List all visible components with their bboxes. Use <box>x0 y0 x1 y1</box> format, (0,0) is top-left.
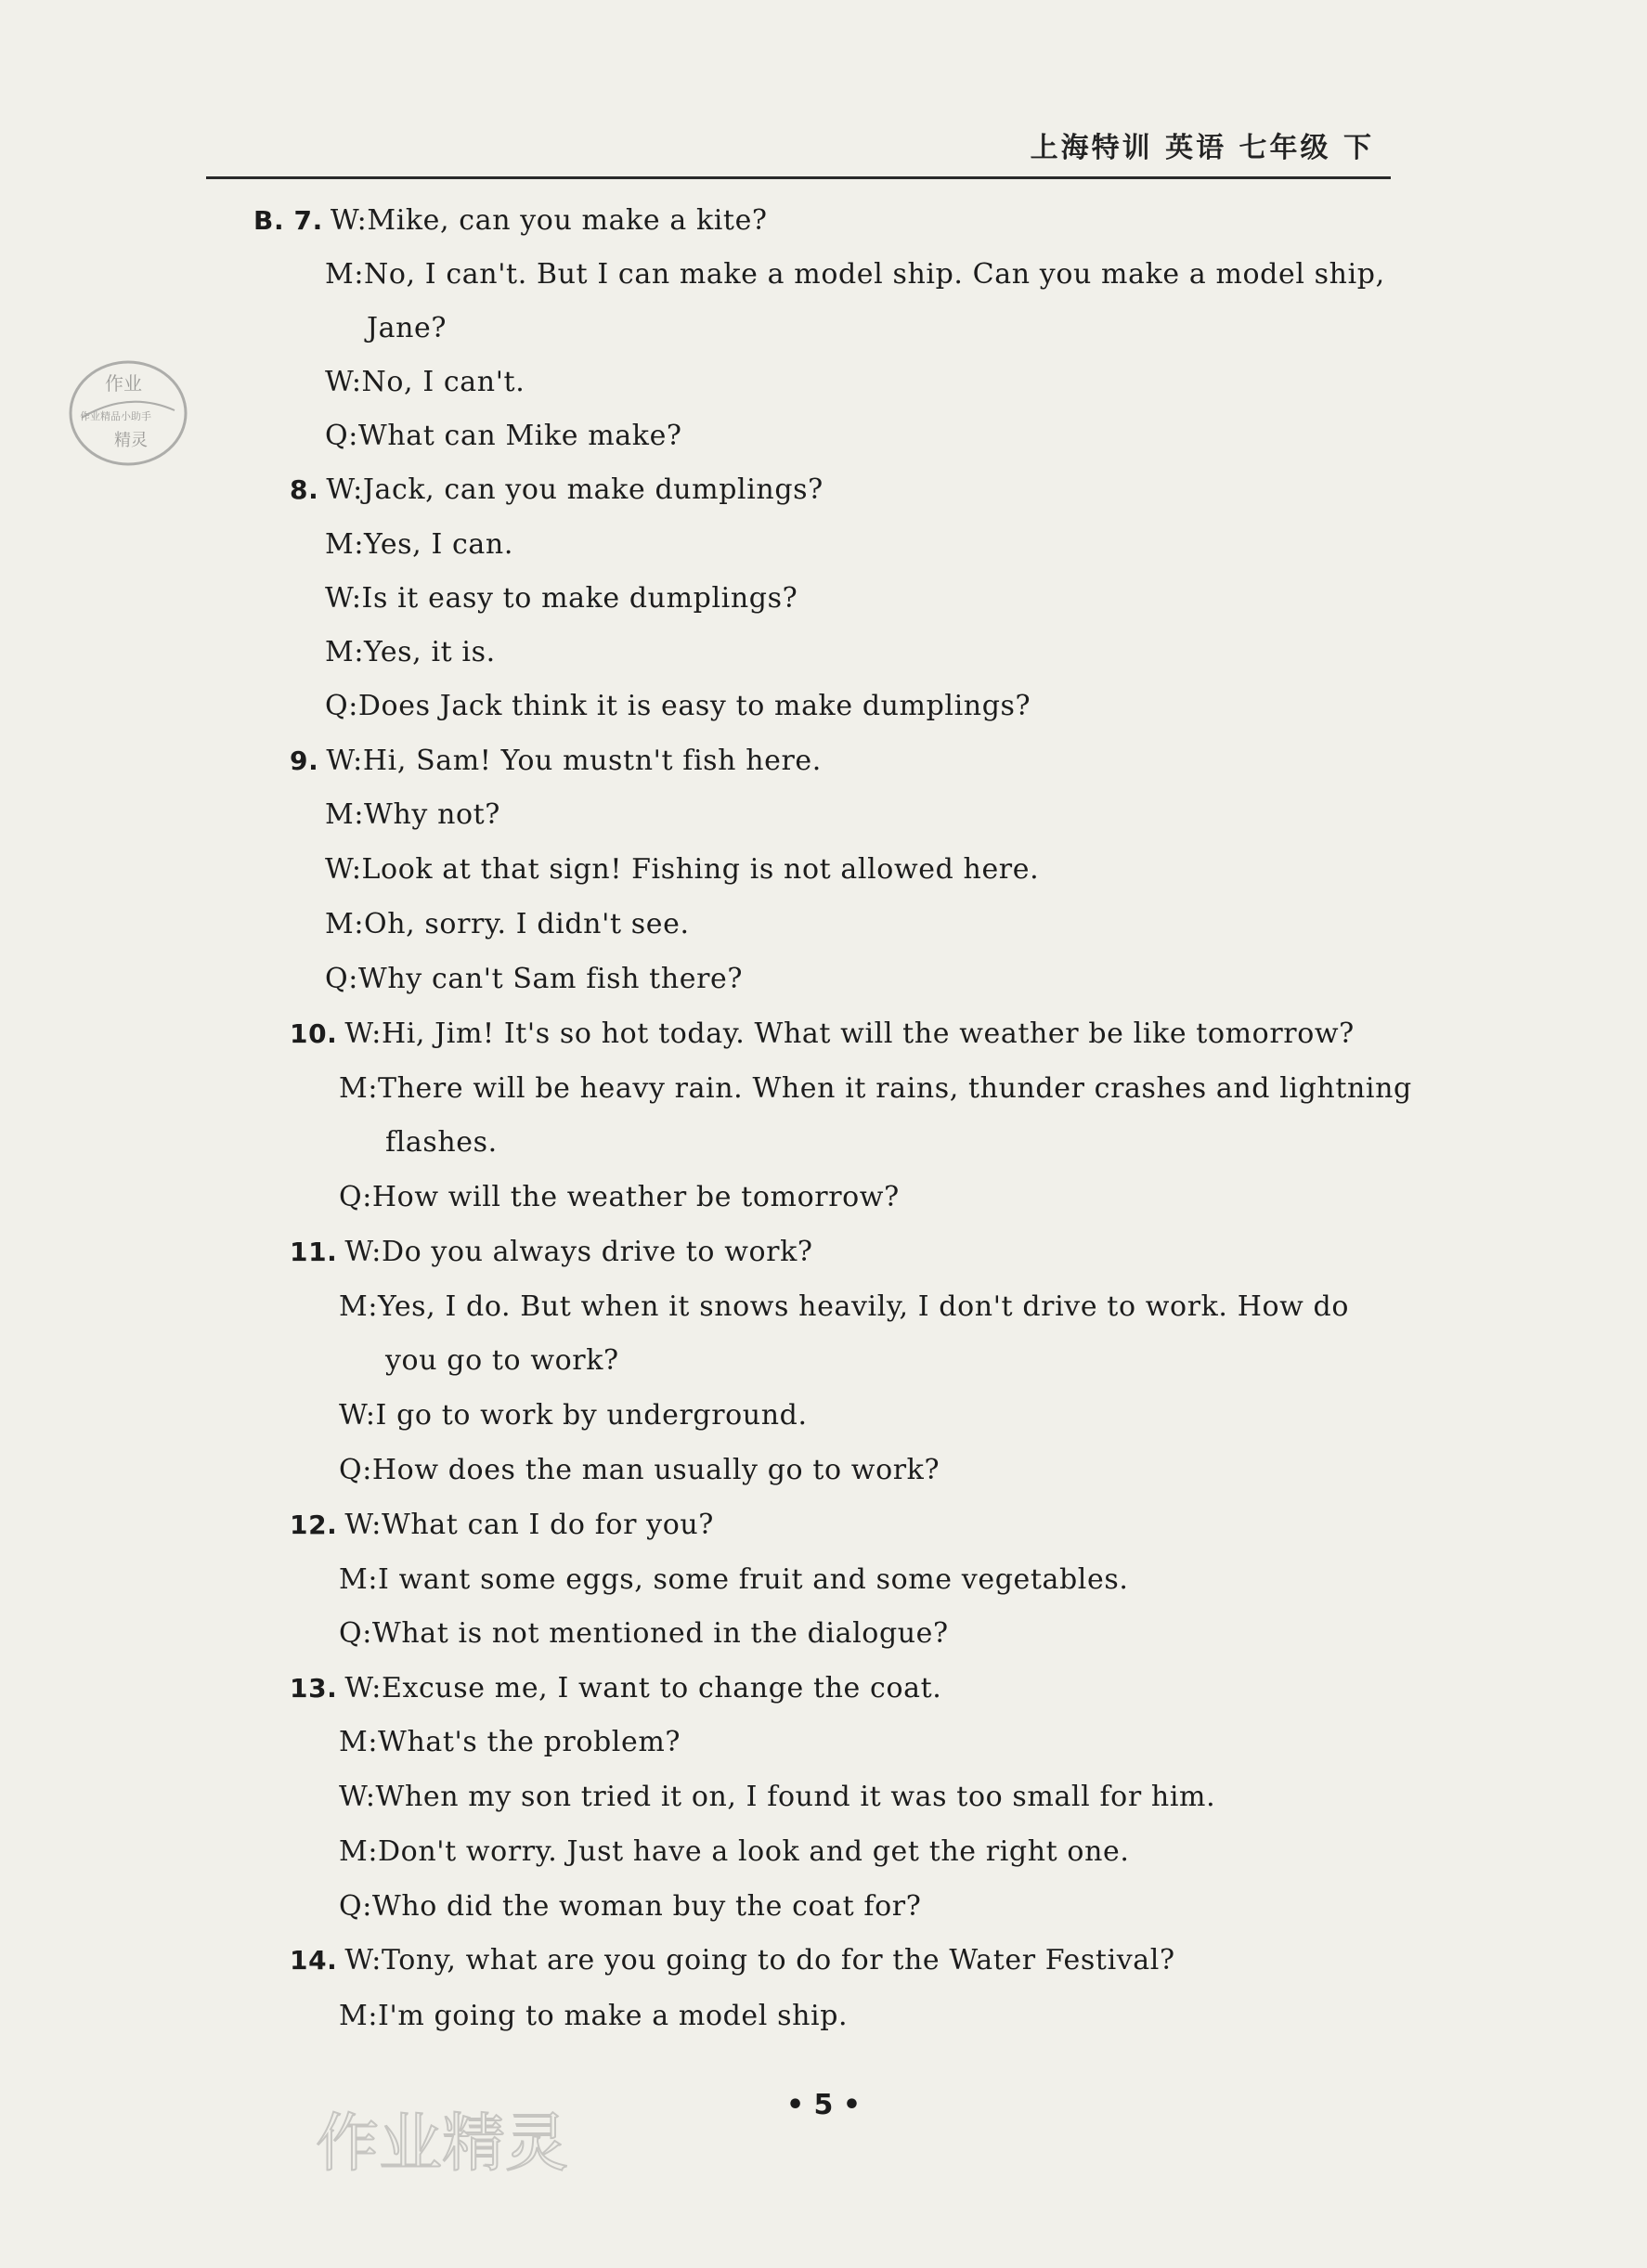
dialogue-line <box>339 1289 1349 1326</box>
dialogue-line <box>325 797 500 834</box>
dialogue-line <box>385 1342 619 1380</box>
question-number: 8. <box>290 474 319 505</box>
dialogue-text: M:There will be heavy rain. When it rains, thunder crashes and lightning <box>339 1072 1412 1105</box>
dialogue-line <box>290 1670 941 1707</box>
dialogue-line <box>325 256 1385 293</box>
page-header <box>206 119 1391 179</box>
dialogue-line <box>290 743 822 780</box>
dialogue-text: M:Yes, it is. <box>325 636 496 668</box>
dialogue-text: M:Yes, I can. <box>325 528 513 561</box>
dialogue-line <box>339 1070 1412 1108</box>
dialogue-line <box>325 418 682 455</box>
dialogue-line <box>339 1779 1215 1816</box>
dialogue-text: W:Is it easy to make dumplings? <box>325 582 798 615</box>
question-number: 10. <box>290 1018 338 1049</box>
dialogue-line <box>339 1452 940 1489</box>
dialogue-text: M:Oh, sorry. I didn't see. <box>325 908 690 940</box>
stamp-text-2: 作业精品小助手 <box>80 410 151 422</box>
dialogue-text: M:No, I can't. But I can make a model ship. Can you make a model ship, <box>325 258 1385 291</box>
dialogue-text: W:I go to work by underground. <box>339 1399 808 1432</box>
dialogue-text: M:I'm going to make a model ship. <box>339 2000 849 2032</box>
question-number: B. 7. <box>253 205 323 236</box>
question-number: 13. <box>290 1673 338 1704</box>
dialogue-text: Q:Does Jack think it is easy to make dumplings? <box>325 690 1031 722</box>
dialogue-line <box>339 1397 808 1434</box>
dialogue-line <box>325 688 1031 725</box>
dialogue-line <box>325 634 496 671</box>
dialogue-line <box>290 472 824 509</box>
dialogue-text: Q:How will the weather be tomorrow? <box>339 1181 900 1213</box>
dialogue-text: Q:What can Mike make? <box>325 420 682 452</box>
dialogue-line <box>339 1888 921 1925</box>
dialogue-line <box>339 1998 848 2035</box>
watermark-logo <box>316 2098 613 2182</box>
dialogue-text: W:What can I do for you? <box>344 1509 714 1541</box>
dialogue-line <box>253 202 768 240</box>
dialogue-text: Q:Who did the woman buy the coat for? <box>339 1890 922 1923</box>
dialogue-line <box>325 526 513 564</box>
dialogue-text: W:Mike, can you make a kite? <box>330 204 768 237</box>
dialogue-line <box>339 1724 681 1761</box>
question-number: 11. <box>290 1237 338 1267</box>
dialogue-text: Q:How does the man usually go to work? <box>339 1454 940 1486</box>
dialogue-line <box>290 1234 813 1271</box>
dialogue-text: you go to work? <box>385 1344 619 1377</box>
dialogue-text: W:Look at that sign! Fishing is not allowed here. <box>325 853 1040 886</box>
dialogue-line <box>367 310 447 347</box>
dialogue-line <box>325 851 1039 888</box>
dialogue-line <box>339 1615 949 1652</box>
dialogue-text: W:Do you always drive to work? <box>344 1236 813 1268</box>
header-title: 上海特训 英语 七年级 下 <box>1030 132 1374 164</box>
dialogue-line <box>325 906 690 943</box>
question-number: 9. <box>290 745 319 776</box>
dialogue-line <box>339 1562 1129 1599</box>
dialogue-text: W:Jack, can you make dumplings? <box>326 473 824 506</box>
question-number: 12. <box>290 1510 338 1540</box>
dialogue-text: M:Yes, I do. But when it snows heavily, I don't drive to work. How do <box>339 1290 1350 1323</box>
stamp-text-3: 精灵 <box>114 431 148 450</box>
dialogue-line <box>290 1016 1355 1053</box>
dialogue-text: Q:What is not mentioned in the dialogue? <box>339 1617 949 1650</box>
dialogue-text: W:When my son tried it on, I found it was too small for him. <box>339 1781 1216 1813</box>
dialogue-line <box>325 580 798 617</box>
dialogue-text: W:Hi, Jim! It's so hot today. What will the weather be like tomorrow? <box>344 1017 1355 1050</box>
dialogue-text: M:Don't worry. Just have a look and get the right one. <box>339 1835 1130 1868</box>
dialogue-text: M:What's the problem? <box>339 1726 681 1758</box>
dialogue-line <box>385 1124 498 1161</box>
question-number: 14. <box>290 1945 338 1976</box>
dialogue-line <box>339 1179 900 1216</box>
page-number: • 5 • <box>785 2089 862 2121</box>
stamp-logo <box>63 353 193 473</box>
dialogue-line <box>325 961 743 998</box>
dialogue-text: M:Why not? <box>325 798 500 831</box>
dialogue-text: W:Excuse me, I want to change the coat. <box>344 1672 942 1704</box>
watermark-text: 作业精灵 <box>316 2107 569 2181</box>
stamp-text-1: 作业 <box>105 372 142 395</box>
dialogue-text: W:Hi, Sam! You mustn't fish here. <box>326 745 822 777</box>
dialogue-text: M:I want some eggs, some fruit and some vegetables. <box>339 1563 1129 1596</box>
dialogue-text: W:No, I can't. <box>325 366 525 398</box>
dialogue-line <box>290 1507 714 1544</box>
dialogue-text: flashes. <box>385 1126 498 1159</box>
dialogue-text: Q:Why can't Sam fish there? <box>325 963 744 995</box>
dialogue-line <box>339 1834 1129 1871</box>
dialogue-text: Jane? <box>367 312 447 344</box>
dialogue-line <box>325 364 525 401</box>
dialogue-text: W:Tony, what are you going to do for the Water Festival? <box>344 1944 1175 1976</box>
dialogue-line <box>290 1942 1175 1979</box>
